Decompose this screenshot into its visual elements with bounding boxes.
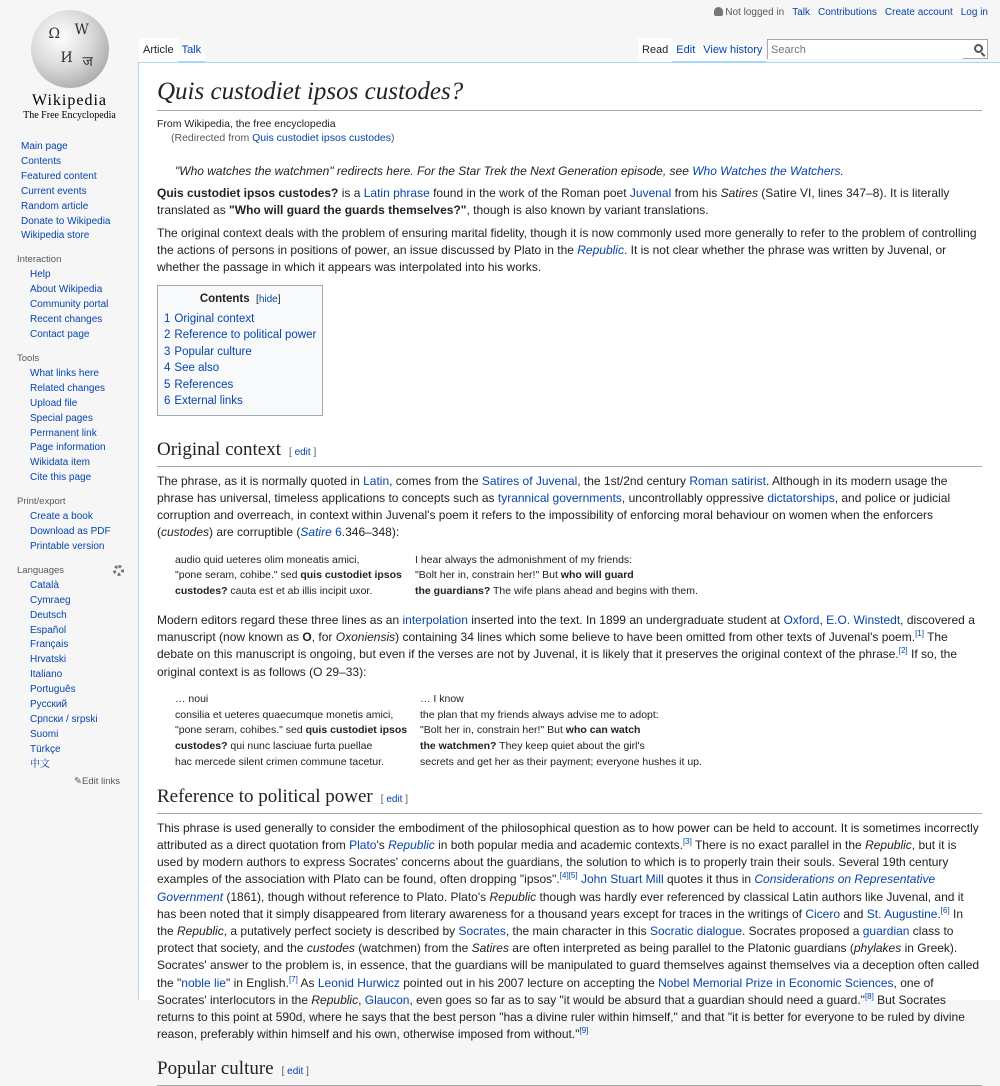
sidebar-heading-tools: Tools: [17, 352, 40, 364]
toc-number[interactable]: 6: [164, 395, 171, 408]
redirect-link[interactable]: Quis custodiet ipsos custodes: [252, 132, 392, 144]
section-heading-popular-culture: Popular culture [ edit ]: [157, 1057, 982, 1086]
section-heading-political-power: Reference to political power [ edit ]: [157, 785, 982, 814]
sidebar-item-recent-changes[interactable]: Recent changes: [30, 314, 103, 326]
tab-view-history[interactable]: View history: [699, 38, 766, 62]
toc-item[interactable]: [164, 327, 316, 344]
sidebar-tools: [17, 353, 138, 486]
toc-link[interactable]: External links: [174, 395, 243, 408]
sidebar-item-help[interactable]: Help: [30, 269, 51, 281]
wikipedia-logo[interactable]: [12, 10, 127, 125]
sidebar-item-related-changes[interactable]: Related changes: [30, 382, 106, 394]
reference-link[interactable]: [2]: [898, 646, 908, 656]
reference-link[interactable]: [6]: [940, 905, 950, 915]
language-link[interactable]: Deutsch: [30, 609, 67, 621]
logo-tagline: The Free Encyclopedia: [23, 110, 116, 121]
intro-paragraph-2: The original context deals with the problem of ensuring marital fidelity, though it is now commonly used more generally to refer to the problem of controlling the actions of persons in positions of power, an issue discussed by Plato in the Republic. It is not clear whether the phrase was written by Juvenal, or whether the passage in which it appears was interpolated into his works.: [157, 225, 977, 275]
sidebar-heading-languages: Languages: [17, 565, 138, 576]
toc-item[interactable]: [164, 360, 316, 377]
toc-item[interactable]: [164, 393, 316, 410]
toc-link[interactable]: Popular culture: [174, 345, 252, 358]
section-heading-original-context: Original context [ edit ]: [157, 438, 982, 467]
toc-number[interactable]: 2: [164, 329, 171, 342]
toc-hide-link[interactable]: hide: [258, 294, 278, 306]
language-link[interactable]: Српски / srpski: [30, 714, 98, 725]
reference-link[interactable]: [4]: [559, 871, 569, 881]
toc-link[interactable]: Original context: [174, 312, 255, 325]
poem-latin: … noui consilia et ueteres quaecumque monetis amici, "pone seram, cohibes." sed quis custodiet ipsos custodes? qui nunc lasciuae furta puellae hac mercede silent crimen commune tacetur.: [175, 692, 408, 768]
logo-wordmark: Wikipedia: [32, 92, 107, 109]
gear-icon[interactable]: [113, 565, 124, 576]
sidebar-item-create-a-book[interactable]: Create a book: [30, 511, 93, 523]
sidebar-heading-interaction: Interaction: [17, 254, 62, 266]
talk-link[interactable]: Talk: [792, 7, 810, 18]
language-link[interactable]: Español: [30, 624, 67, 636]
sidebar-item-wikipedia-store[interactable]: Wikipedia store: [21, 230, 90, 242]
log-in-link[interactable]: Log in: [960, 7, 988, 18]
section2-paragraph-1: This phrase is used generally to consider the embodiment of the philosophical question as to how power can be held to account. It is sometimes incorrectly attributed as a direct quotation from Plato's Republic in both popular media and academic contexts.[3] There is no exact parallel in the Republic, but it is used by modern authors to express Socrates' concerns about the guardians, the solution to which is to properly train their souls. Several 19th century examples of the association with Plato can be found, often dropping "ipsos".[4][5] John Stuart Mill quotes it thus in Considerations on Representative Government (1861), though without reference to Plato. Plato's Republic though was hardly ever referenced by classical Latin authors like Juvenal, and it has been noted that it simply disappeared from literary awareness for a thousand years except for traces in the writings of Cicero and St. Augustine.[6] In the Republic, a putatively perfect society is described by Socrates, the main character in this Socratic dialogue. Socrates proposed a guardian class to protect that society, and the custodes (watchmen) from the Satires are often interpreted as being parallel to the Platonic guardians (phylakes in Greek). Socrates' answer to the problem is, in essence, that the guardians will be manipulated to guard themselves against themselves via a deception often called the "noble lie" in English.[7] As Leonid Hurwicz pointed out in his 2007 lecture on accepting the Nobel Memorial Prize in Economic Sciences, one of Socrates' interlocutors in the Republic, Glaucon, even goes so far as to say "it would be absurd that a guardian should need a guard."[8] But Socrates returns to this point at 590d, where he says that the best person "has a divine ruler within himself," and that "it is better for everyone to be ruled by divine reason, preferably within himself and his own, otherwise imposed from without."[9]: [157, 820, 980, 1042]
page-title: Quis custodiet ipsos custodes?: [157, 77, 982, 111]
sidebar-item-random-article[interactable]: Random article: [21, 200, 89, 212]
sidebar-languages: [17, 565, 138, 787]
language-link[interactable]: Català: [30, 579, 59, 591]
sidebar-item-special-pages[interactable]: Special pages: [30, 412, 93, 424]
tab-read[interactable]: Read: [638, 38, 672, 62]
language-link[interactable]: Français: [30, 639, 69, 651]
tab-edit[interactable]: Edit: [672, 38, 699, 62]
search-input[interactable]: [768, 41, 963, 59]
sidebar-item-community-portal[interactable]: Community portal: [30, 299, 109, 311]
hatnote: "Who watches the watchmen" redirects here. For the Star Trek the Next Generation episode, see Who Watches the Watchers.: [175, 164, 844, 178]
sidebar-item-upload-file[interactable]: Upload file: [30, 397, 78, 409]
sidebar-heading-print: Print/export: [17, 496, 66, 508]
sidebar-print: [17, 496, 138, 555]
not-logged-in: Not logged in: [714, 7, 784, 18]
language-link[interactable]: Suomi: [30, 728, 59, 740]
toc-link[interactable]: Reference to political power: [174, 329, 317, 342]
language-link[interactable]: Cymraeg: [30, 594, 71, 606]
redirect-note: (Redirected from Quis custodiet ipsos custodes): [171, 132, 395, 144]
hatnote-link[interactable]: Who Watches the Watchers: [692, 164, 841, 178]
toc-link[interactable]: See also: [174, 362, 220, 375]
language-link[interactable]: 中文: [30, 758, 50, 770]
poem-quote-1: [175, 553, 982, 600]
sidebar-item-featured-content[interactable]: Featured content: [21, 170, 97, 182]
sidebar-navigation: [17, 140, 138, 244]
puzzle-globe-icon: Ω W И ज: [31, 10, 109, 88]
toc-title: Contents [hide]: [199, 293, 281, 306]
poem-quote-2: [175, 692, 982, 771]
sidebar-item-main-page[interactable]: Main page: [21, 141, 68, 152]
contributions-link[interactable]: Contributions: [818, 7, 877, 18]
reference-link[interactable]: [9]: [579, 1026, 589, 1036]
edit-links[interactable]: ✎Edit links: [74, 775, 120, 787]
table-of-contents: [157, 285, 323, 416]
toc-item[interactable]: [164, 377, 316, 394]
user-icon: [714, 7, 723, 16]
poem-latin: audio quid ueteres olim moneatis amici, "pone seram, cohibe." sed quis custodiet ipsos custodes? cauta est et ab illis incipit uxor.: [175, 553, 402, 598]
sidebar-item-printable-version[interactable]: Printable version: [30, 540, 105, 552]
toc-link[interactable]: References: [174, 378, 234, 391]
search-icon[interactable]: [974, 44, 983, 53]
intro-paragraph-1: Quis custodiet ipsos custodes? is a Latin phrase found in the work of the Roman poet Juvenal from his Satires (Satire VI, lines 347–8). It is literally translated as "Who will guard the guards themselves?", though is also known by variant translations.: [157, 186, 950, 218]
edit-section-link[interactable]: edit: [294, 446, 311, 458]
view-tabs: [638, 38, 766, 62]
namespace-tabs: [139, 38, 205, 62]
reference-link[interactable]: [1]: [915, 629, 924, 639]
sidebar-item-page-information[interactable]: Page information: [30, 442, 106, 454]
tab-talk[interactable]: Talk: [178, 38, 206, 62]
language-link[interactable]: Italiano: [30, 669, 63, 681]
sidebar-item-download-as-pdf[interactable]: Download as PDF: [30, 526, 111, 538]
toc-number[interactable]: 3: [164, 345, 171, 358]
language-link[interactable]: Hrvatski: [30, 654, 67, 666]
sidebar-item-contents[interactable]: Contents: [21, 155, 62, 167]
section1-paragraph-2: Modern editors regard these three lines as an interpolation inserted into the text. In 1899 an undergraduate student at Oxford, E.O. Winstedt, discovered a manuscript (now known as O, for Oxoniensis) containing 34 lines which some believe to have been omitted from other texts of Juvenal's poem.[1] The debate on this manuscript is ongoing, but even if the verses are not by Juvenal, it is likely that it preserves the original context of the phrase.[2] If so, the original context is as follows (O 29–33):: [157, 612, 975, 679]
poem-english: … I know the plan that my friends always advise me to adopt: "Bolt her in, constrain her!" But who can watch the watchmen? They keep quiet about the girl's secrets and get her as their payment; everyone hushes it up.: [420, 692, 702, 768]
reference-link[interactable]: [7]: [288, 974, 298, 984]
language-link[interactable]: Português: [30, 684, 76, 696]
sidebar-item-wikidata-item[interactable]: Wikidata item: [30, 457, 91, 469]
toc-item[interactable]: [164, 344, 316, 361]
sidebar-item-about-wikipedia[interactable]: About Wikipedia: [30, 284, 103, 296]
sidebar-interaction: [17, 254, 138, 343]
reference-link[interactable]: [5]: [568, 871, 578, 881]
sidebar-item-current-events[interactable]: Current events: [21, 185, 87, 197]
article-content: [138, 62, 1000, 1080]
language-link[interactable]: Türkçe: [30, 743, 61, 755]
sidebar-item-permanent-link[interactable]: Permanent link: [30, 427, 97, 439]
toc-number[interactable]: 5: [164, 378, 171, 391]
edit-section-link[interactable]: edit: [386, 793, 403, 805]
toc-item[interactable]: [164, 311, 316, 328]
create-account-link[interactable]: Create account: [884, 7, 953, 18]
site-sub: From Wikipedia, the free encyclopedia: [157, 118, 336, 130]
sidebar: [0, 140, 138, 797]
toc-number[interactable]: 4: [164, 362, 171, 375]
sidebar-item-donate-to-wikipedia[interactable]: Donate to Wikipedia: [21, 215, 111, 227]
section1-paragraph-1: The phrase, as it is normally quoted in Latin, comes from the Satires of Juvenal, the 1st/2nd century Roman satirist. Although in its modern usage the phrase has universal, timeless applications to concepts such as tyrannical governments, uncontrollably oppressive dictatorships, and police or judicial corruption and overreach, in context within Juvenal's poem it refers to the impossibility of enforcing moral behaviour on women when the enforcers (custodes) are corruptible (Satire 6.346–348):: [157, 473, 951, 540]
edit-section-link[interactable]: edit: [287, 1066, 304, 1078]
tab-article[interactable]: Article: [139, 38, 178, 62]
language-link[interactable]: Русский: [30, 699, 68, 711]
personal-tools: [714, 7, 988, 18]
poem-english: I hear always the admonishment of my friends: "Bolt her in, constrain her!" But who will guard the guardians? The wife plans ahead and begins with them.: [415, 553, 698, 598]
sidebar-item-cite-this-page[interactable]: Cite this page: [30, 472, 92, 484]
toc-number[interactable]: 1: [164, 312, 171, 325]
sidebar-item-contact-page[interactable]: Contact page: [30, 328, 90, 340]
sidebar-item-what-links-here[interactable]: What links here: [30, 367, 99, 379]
search-box: [767, 39, 988, 59]
reference-link[interactable]: [8]: [864, 991, 874, 1001]
reference-link[interactable]: [3]: [682, 836, 692, 846]
